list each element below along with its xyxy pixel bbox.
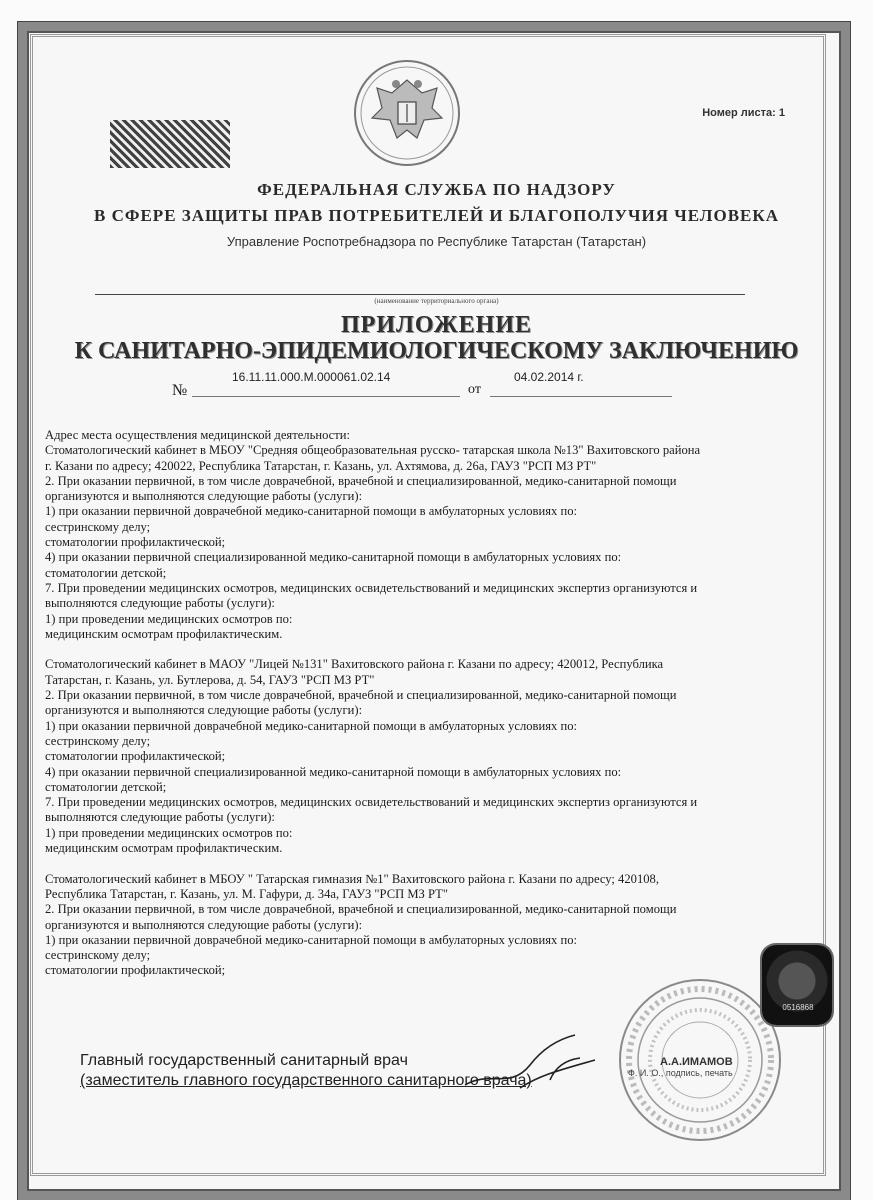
body-line: выполняются следующие работы (услуги):	[45, 596, 275, 611]
handwritten-signature	[460, 1030, 600, 1100]
body-line: Республика Татарстан, г. Казань, ул. М. Гафури, д. 34а, ГАУЗ "РСП МЗ РТ"	[45, 886, 448, 901]
hologram-code: 0516868	[782, 1003, 814, 1012]
body-line: стоматологии профилактической;	[45, 963, 226, 978]
date-label: от	[468, 382, 481, 397]
document-date: 04.02.2014 г.	[514, 370, 584, 384]
body-line: выполняются следующие работы (услуги):	[45, 810, 275, 825]
body-line: 1) при оказании первичной доврачебной медико-санитарной помощи в амбулаторных условиях по:	[45, 718, 577, 733]
body-line: медицинским осмотрам профилактическим.	[45, 626, 283, 641]
body-line: 2. При оказании первичной, в том числе доврачебной, врачебной и специализированной, медико-санитарной помощи	[45, 688, 677, 703]
body-line: Стоматологический кабинет в МАОУ "Лицей №131" Вахитовского района г. Казани по адресу; 420012, Республика	[45, 657, 664, 672]
body-line: стоматологии детской;	[45, 565, 167, 580]
agency-name-line2: В СФЕРЕ ЗАЩИТЫ ПРАВ ПОТРЕБИТЕЛЕЙ И БЛАГОПОЛУЧИЯ ЧЕЛОВЕКА	[94, 206, 779, 225]
body-line: 1) при проведении медицинских осмотров по:	[45, 825, 293, 840]
body-line: сестринскому делу;	[45, 948, 151, 963]
document-number: 16.11.11.000.М.000061.02.14	[232, 370, 391, 384]
body-line: 1) при оказании первичной доврачебной медико-санитарной помощи в амбулаторных условиях по:	[45, 932, 577, 947]
body-line: 1) при проведении медицинских осмотров по:	[45, 611, 293, 626]
agency-name-line1: ФЕДЕРАЛЬНАЯ СЛУЖБА ПО НАДЗОРУ	[257, 180, 616, 199]
body-line: 4) при оказании первичной специализированной медико-санитарной помощи в амбулаторных условиях по:	[45, 764, 622, 779]
signer-position-deputy: (заместитель главного государственного санитарного врача)	[80, 1072, 532, 1089]
body-line: 2. При оказании первичной, в том числе доврачебной, врачебной и специализированной, медико-санитарной помощи	[45, 902, 677, 917]
paragraph-gap	[45, 642, 805, 657]
body-line: 7. При проведении медицинских осмотров, медицинских освидетельствований и медицинских экспертиз организуются и	[45, 795, 698, 810]
number-underline	[192, 396, 460, 397]
body-line: сестринскому делу;	[45, 519, 151, 534]
security-pattern	[110, 120, 230, 168]
body-line: стоматологии профилактической;	[45, 749, 226, 764]
body-line: Татарстан, г. Казань, ул. Бутлерова, д. 54, ГАУЗ "РСП МЗ РТ"	[45, 672, 375, 687]
organ-caption: (наименование территориального органа)	[374, 297, 499, 305]
body-line: г. Казани по адресу; 420022, Республика Татарстан, г. Казань, ул. Ахтямова, д. 26а, ГАУЗ "РСП МЗ РТ"	[45, 458, 597, 473]
paragraph-gap	[45, 856, 805, 871]
body-line: организуются и выполняются следующие работы (услуги):	[45, 703, 363, 718]
document-subtitle: К САНИТАРНО-ЭПИДЕМИОЛОГИЧЕСКОМУ ЗАКЛЮЧЕНИЮ	[74, 338, 799, 364]
body-text	[45, 428, 805, 979]
body-line: 7. При проведении медицинских осмотров, медицинских освидетельствований и медицинских экспертиз организуются и	[45, 580, 698, 595]
signer-name: А.А.ИМАМОВ	[660, 1056, 733, 1068]
number-label: №	[172, 382, 188, 399]
body-line: Адрес места осуществления медицинской деятельности:	[45, 428, 351, 442]
organ-rule	[95, 294, 745, 295]
signer-caption: Ф. И. О., подпись, печать	[628, 1068, 733, 1078]
body-line: организуются и выполняются следующие работы (услуги):	[45, 489, 363, 504]
document-title: ПРИЛОЖЕНИЕ	[340, 312, 533, 338]
territorial-department: Управление Роспотребнадзора по Республике Татарстан (Татарстан)	[226, 234, 647, 249]
body-line: стоматологии детской;	[45, 779, 167, 794]
body-line: Стоматологический кабинет в МБОУ "Средняя общеобразовательная русско- татарская школа №13" Вахитовского района	[45, 443, 701, 458]
state-emblem-icon	[352, 58, 462, 168]
sheet-number: Номер листа: 1	[702, 107, 785, 119]
body-line: организуются и выполняются следующие работы (услуги):	[45, 917, 363, 932]
body-line: 4) при оказании первичной специализированной медико-санитарной помощи в амбулаторных условиях по:	[45, 550, 622, 565]
body-line: 1) при оказании первичной доврачебной медико-санитарной помощи в амбулаторных условиях по:	[45, 504, 577, 519]
body-line: медицинским осмотрам профилактическим.	[45, 841, 283, 856]
date-underline	[490, 396, 672, 397]
body-line: стоматологии профилактической;	[45, 535, 226, 550]
signer-position: Главный государственный санитарный врач	[80, 1052, 408, 1069]
hologram-sticker-icon	[762, 945, 832, 1025]
body-line: сестринскому делу;	[45, 733, 151, 748]
body-line: Стоматологический кабинет в МБОУ " Татарская гимназия №1" Вахитовского района г. Казани по адресу; 420108,	[45, 871, 659, 886]
body-line: 2. При оказании первичной, в том числе доврачебной, врачебной и специализированной, медико-санитарной помощи	[45, 473, 677, 488]
